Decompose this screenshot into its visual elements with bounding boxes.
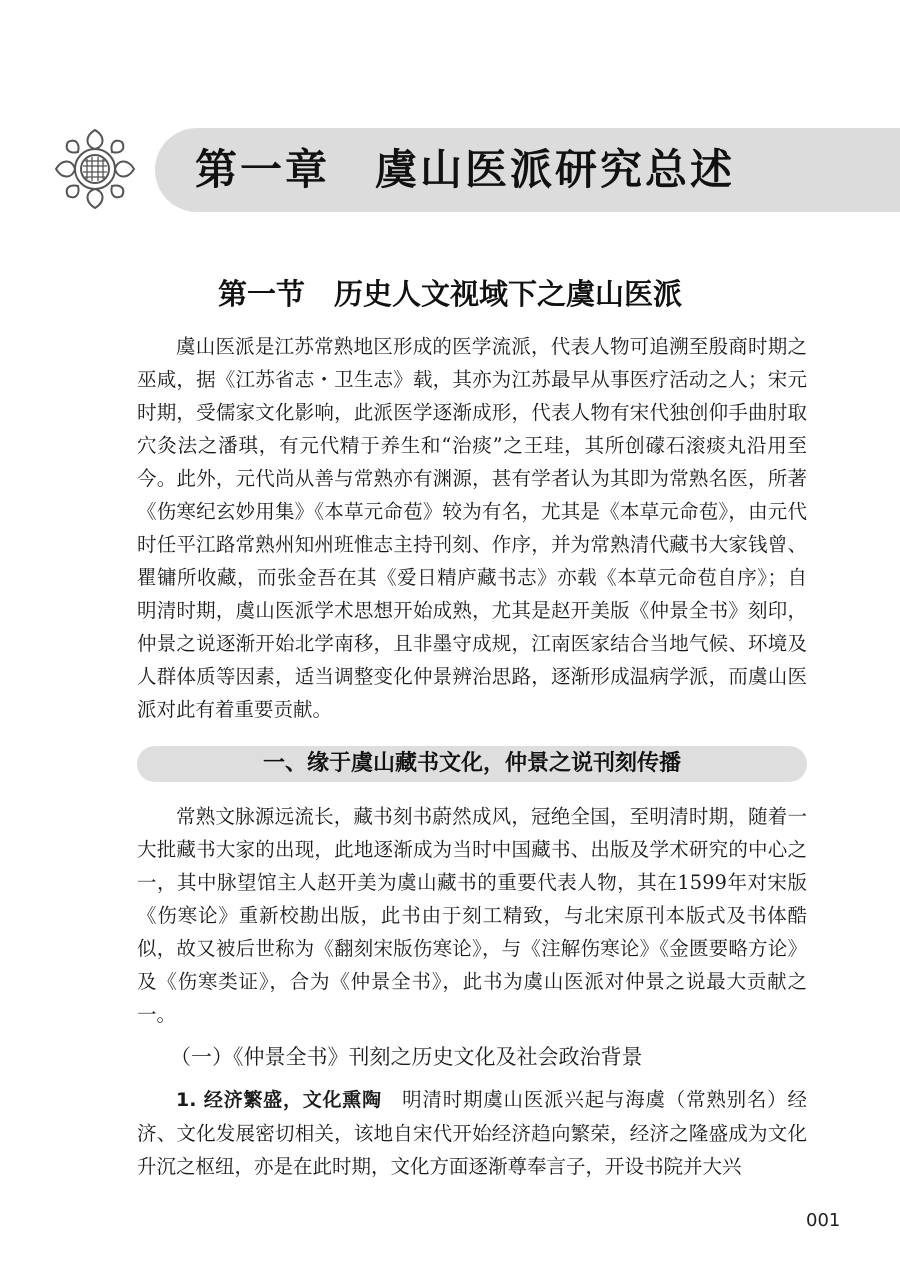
intro-paragraph: 虞山医派是江苏常熟地区形成的医学流派，代表人物可追溯至殷商时期之巫咸，据《江苏省志・卫生志》载，其亦为江苏最早从事医疗活动之人；宋元时期，受儒家文化影响，此派医学逐渐成形，代表人物有宋代独创仰手曲肘取穴灸法之潘琪，有元代精于养生和“治痰”之王珪，其所创礞石滚痰丸沿用至今。此外，元代尚从善与常熟亦有渊源，甚有学者认为其即为常熟名医，所著《伤寒纪玄妙用集》《本草元命苞》较为有名，尤其是《本草元命苞》，由元代时任平江路常熟州知州班惟志主持刊刻、作序，并为常熟清代藏书大家钱曾、瞿镛所收藏，而张金吾在其《爱日精庐藏书志》亦载《本草元命苞自序》；自明清时期，虞山医派学术思想开始成熟，尤其是赵开美版《仲景全书》刻印，仲景之说逐渐开始北学南移，且非墨守成规，江南医家结合当地气候、环境及人群体质等因素，适当调整变化仲景辨治思路，逐渐形成温病学派，而虞山医派对此有着重要贡献。 (137, 335, 807, 721)
subheading-title: 一、缘于虞山藏书文化，仲景之说刊刻传播 (262, 751, 681, 776)
section-title: 第一节 历史人文视域下之虞山医派 (217, 277, 682, 311)
subsection-title: （一）《仲景全书》刊刻之历史文化及社会政治背景 (170, 1045, 643, 1069)
item-text: 明清时期虞山医派兴起与海虞（常熟别名）经济、文化发展密切相关，该地自宋代开始经济趋向繁荣，经济之隆盛成为文化升沉之枢纽，亦是在此时期，文化方面逐渐尊奉言子，开设书院并大兴 (137, 1088, 807, 1178)
chapter-title: 第一章 虞山医派研究总述 (195, 145, 736, 194)
body-paragraph: 常熟文脉源远流长，藏书刻书蔚然成风，冠绝全国，至明清时期，随着一大批藏书大家的出现，此地逐渐成为当时中国藏书、出版及学术研究的中心之一，其中脉望馆主人赵开美为虞山藏书的重要代表人物，其在1599年对宋版《伤寒论》重新校勘出版，此书由于刻工精致，与北宋原刊本版式及书体酷似，故又被后世称为《翻刻宋版伤寒论》，与《注解伤寒论》《金匮要略方论》及《伤寒类证》，合为《仲景全书》，此书为虞山医派对仲景之说最大贡献之一。 (137, 805, 807, 1026)
chapter-banner (155, 128, 900, 212)
item-lead: 1. 经济繁盛，文化熏陶 (176, 1089, 382, 1111)
page-number: 001 (806, 1210, 841, 1231)
item-paragraph (137, 1083, 807, 1183)
subheading-bar (137, 746, 807, 782)
chapter-ornament-icon (50, 124, 140, 214)
